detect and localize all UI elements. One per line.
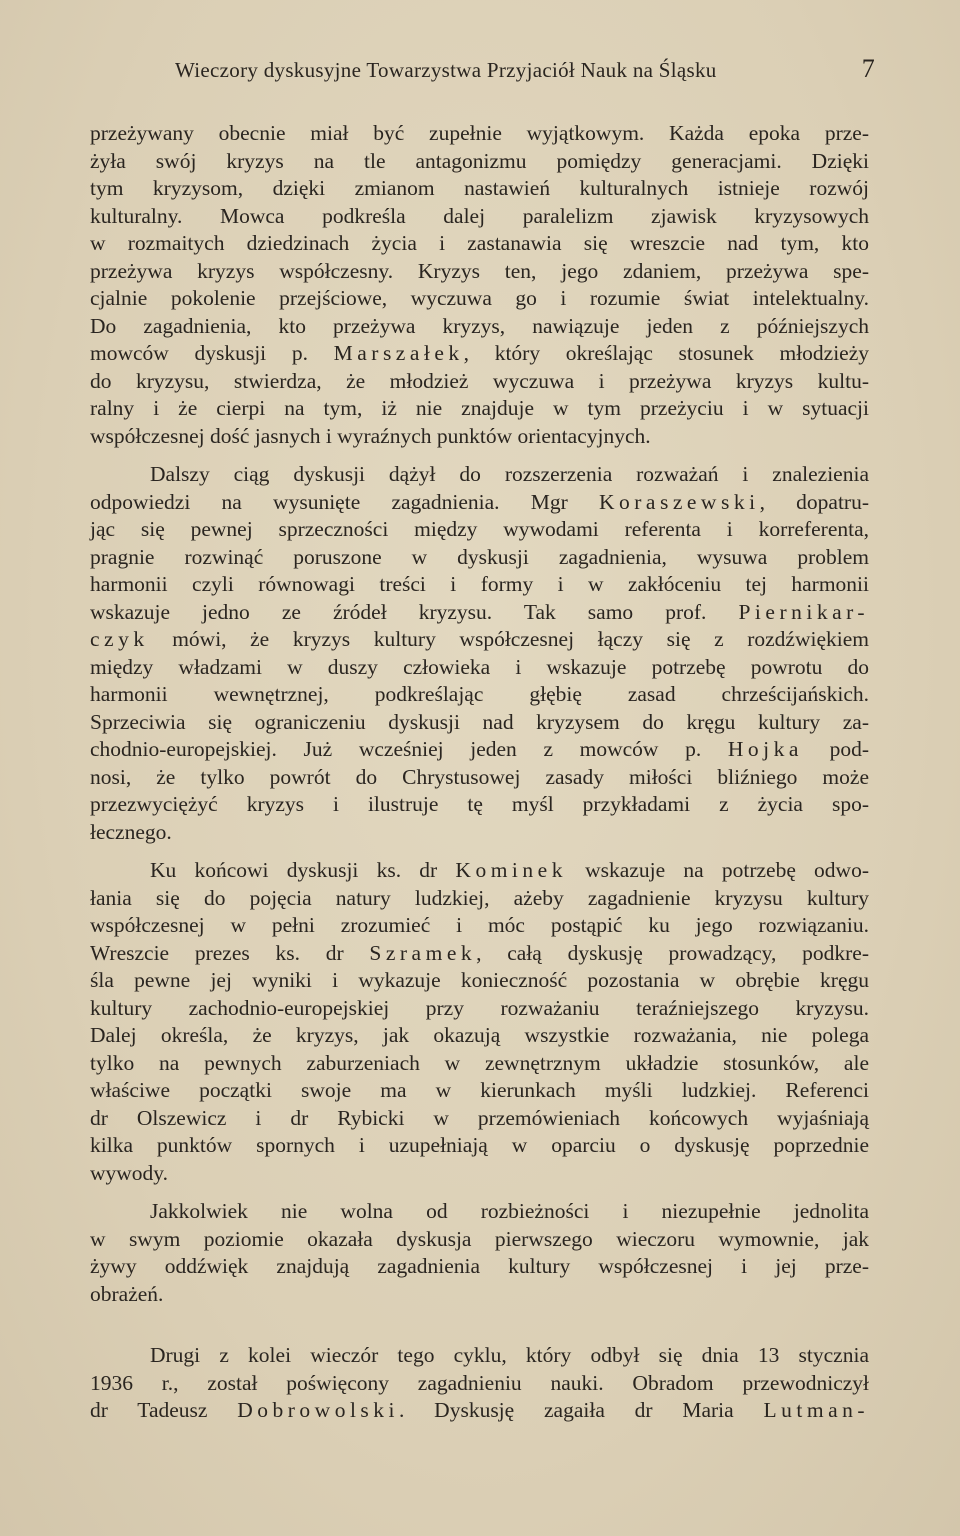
- text-line: [90, 599, 869, 627]
- section-gap: [90, 1308, 869, 1342]
- speaker-name: Hojka: [727, 737, 803, 761]
- text-segment: , całą dyskusję prowadzący, podkre-: [476, 940, 869, 965]
- text-line: kilka punktów spornych i uzupełniają w oparciu o dyskusję poprzednie: [90, 1133, 869, 1157]
- body-text: [90, 120, 869, 1425]
- speaker-name: Lutman-: [763, 1398, 870, 1422]
- text-line: [90, 736, 869, 764]
- text-line: [90, 340, 869, 368]
- text-line: łecznego.: [90, 819, 172, 844]
- text-segment: pod-: [802, 737, 869, 761]
- text-segment: wskazuje jedno ze źródeł kryzysu. Tak samo prof.: [90, 599, 707, 624]
- text-line: współczesnej dość jasnych i wyraźnych punktów orientacyjnych.: [90, 423, 651, 448]
- text-line: [90, 626, 869, 654]
- text-line: [90, 857, 869, 885]
- text-segment: , który określając stosunek młodzieży: [463, 341, 870, 365]
- text-segment: . Dyskusję zagaiła dr Maria: [399, 1398, 734, 1422]
- text-line: ralny i że cierpi na tym, iż nie znajduje w tym przeżyciu i w sytuacji: [90, 396, 869, 420]
- text-line: dr Olszewicz i dr Rybicki w przemówieniach końcowych wyjaśniają: [90, 1105, 869, 1130]
- text-line: w swym poziomie okazała dyskusja pierwszego wieczoru wymownie, jak: [90, 1226, 869, 1251]
- text-line: Dalej określa, że kryzys, jak okazują wszystkie rozważania, nie polega: [90, 1023, 869, 1047]
- text-line: wywody.: [90, 1160, 169, 1185]
- text-line: tylko na pewnych zaburzeniach w zewnętrznym układzie stosunków, ale: [90, 1050, 869, 1075]
- text-segment: Wreszcie prezes ks. dr: [90, 940, 344, 965]
- speaker-name: Marszałek: [333, 341, 464, 365]
- text-line: jąc się pewnej sprzeczności między wywodami referenta i korreferenta,: [90, 517, 869, 541]
- text-line: Drugi z kolei wieczór tego cyklu, który odbył się dnia 13 stycznia: [150, 1343, 869, 1367]
- text-line: współczesnej w pełni zrozumieć i móc postąpić ku jego rozwiązaniu.: [90, 913, 869, 937]
- speaker-name: Piernikar-: [738, 599, 870, 624]
- text-line: nosi, że tylko powrót do Chrystusowej zasady miłości bliźniego może: [90, 764, 869, 789]
- text-line: kultury zachodnio-europejskiej przy rozważaniu teraźniejszego kryzysu.: [90, 995, 869, 1020]
- text-line: łania się do pojęcia natury ludzkiej, ażeby zagadnienie kryzysu kultury: [90, 885, 869, 910]
- speaker-name: Dobrowolski: [237, 1398, 400, 1422]
- text-segment: odpowiedzi na wysunięte zagadnienia. Mgr: [90, 489, 568, 514]
- text-line: Sprzeciwia się ograniczeniu dyskusji nad kryzysem do kręgu kultury za-: [90, 709, 869, 734]
- speaker-name: Kominek: [455, 858, 567, 882]
- text-line: harmonii wewnętrznej, podkreślając głębię zasad chrześcijańskich.: [90, 682, 869, 706]
- text-line: śla pewne jej wyniki i wykazuje konieczność pozostania w obrębie kręgu: [90, 968, 869, 992]
- paragraph-gap: [90, 1187, 869, 1198]
- text-line: między władzami w duszy człowieka i wskazuje potrzebę powrotu do: [90, 654, 869, 679]
- text-line: 1936 r., został poświęcony zagadnieniu nauki. Obradom przewodniczył: [90, 1370, 869, 1395]
- text-line: Do zagadnienia, kto przeżywa kryzys, nawiązuje jeden z późniejszych: [90, 313, 869, 338]
- text-segment: , dopatru-: [759, 489, 870, 514]
- text-line: [90, 489, 869, 517]
- text-line: Dalszy ciąg dyskusji dążył do rozszerzenia rozważań i znalezienia: [150, 462, 869, 486]
- text-segment: dr Tadeusz: [90, 1398, 208, 1422]
- text-segment: Ku końcowi dyskusji ks. dr: [150, 858, 438, 882]
- text-line: przeżywa kryzys współczesny. Kryzys ten, jego zdaniem, przeżywa spe-: [90, 258, 869, 283]
- text-segment: chodnio-europejskiej. Już wcześniej jeden z mowców p.: [90, 737, 702, 761]
- text-line: żywy oddźwięk znajdują zagadnienia kultury współczesnej i jej prze-: [90, 1254, 869, 1278]
- text-line: żyła swój kryzys na tle antagonizmu pomiędzy generacjami. Dzięki: [90, 148, 869, 173]
- paragraph-gap: [90, 450, 869, 461]
- text-segment: wskazuje na potrzebę odwo-: [566, 858, 869, 882]
- text-line: w rozmaitych dziedzinach życia i zastanawia się wreszcie nad tym, kto: [90, 231, 869, 255]
- text-segment: mówi, że kryzys kultury współczesnej łączy się z rozdźwiękiem: [148, 627, 869, 651]
- text-line: [90, 1397, 869, 1425]
- text-line: do kryzysu, stwierdza, że młodzież wyczuwa i przeżywa kryzys kultu-: [90, 368, 869, 393]
- running-header-title: Wieczory dyskusyjne Towarzystwa Przyjaciół Nauk na Śląsku: [175, 58, 717, 82]
- text-line: przezwyciężyć kryzys i ilustruje tę myśl przykładami z życia spo-: [90, 792, 869, 816]
- text-line: obrażeń.: [90, 1281, 164, 1306]
- text-line: kulturalny. Mowca podkreśla dalej paralelizm zjawisk kryzysowych: [90, 203, 869, 228]
- text-line: właściwe początki swoje ma w kierunkach myśli ludzkiej. Referenci: [90, 1078, 869, 1102]
- speaker-name: Koraszewski: [599, 489, 760, 514]
- speaker-name: Szramek: [369, 940, 477, 965]
- text-line: pragnie rozwinąć poruszone w dyskusji zagadnienia, wysuwa problem: [90, 544, 869, 569]
- speaker-name: czyk: [90, 627, 149, 651]
- text-line: przeżywany obecnie miał być zupełnie wyjątkowym. Każda epoka prze-: [90, 121, 869, 145]
- text-line: tym kryzysom, dzięki zmianom nastawień kulturalnych istnieje rozwój: [90, 176, 869, 200]
- text-line: Jakkolwiek nie wolna od rozbieżności i niezupełnie jednolita: [150, 1199, 869, 1223]
- text-line: [90, 940, 869, 968]
- paragraph-gap: [90, 846, 869, 857]
- text-segment: mowców dyskusji p.: [90, 341, 308, 365]
- text-line: cjalnie pokolenie przejściowe, wyczuwa go i rozumie świat intelektualny.: [90, 286, 869, 310]
- page-number: 7: [861, 54, 875, 83]
- text-line: harmonii czyli równowagi treści i formy i w zakłóceniu tej harmonii: [90, 572, 869, 596]
